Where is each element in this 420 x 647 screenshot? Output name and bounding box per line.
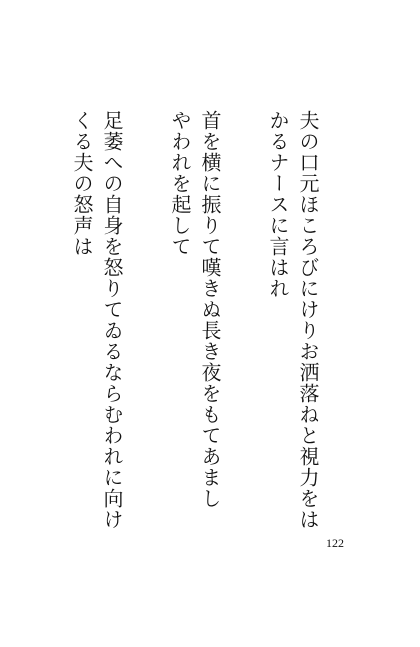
poem-1-line-1: 夫の口元ほころびにけりお洒落ねと視力をは — [296, 110, 320, 530]
poem-3-line-2: くる夫の怒声は — [70, 110, 94, 257]
poem-1-line-2: かるナースに言はれ — [266, 110, 290, 299]
poem-2-line-1: 首を横に振りて嘆きぬ長き夜をもてあまし — [198, 110, 222, 509]
page-number: 122 — [326, 536, 344, 550]
poem-2-line-2: やわれを起して — [168, 110, 192, 257]
poem-3-line-1: 足萎への自身を怒りてゐるならむわれに向け — [100, 110, 124, 530]
